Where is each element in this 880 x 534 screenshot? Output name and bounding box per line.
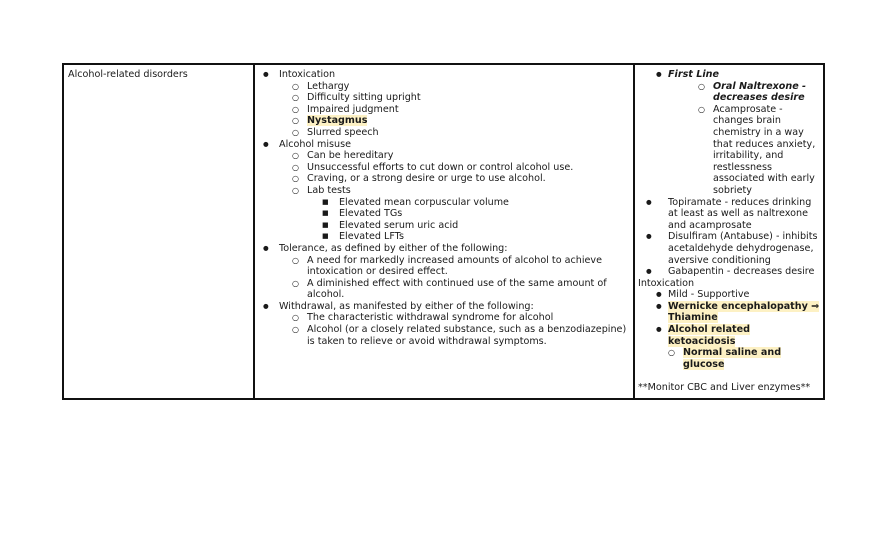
list-item: ○ A need for markedly increased amounts of alcohol to achieve intoxication or desired effect. xyxy=(292,255,629,278)
withdrawal-heading: Withdrawal, as manifested by either of the following: xyxy=(279,300,534,312)
intoxication-treatment-list xyxy=(638,289,820,370)
condition-cell xyxy=(63,64,254,399)
highlight-wernicke: Wernicke encephalopathy ⇒ Thiamine xyxy=(668,300,820,324)
list-item: ○ Lethargy xyxy=(292,81,629,93)
list-item: ○ A diminished effect with continued use of the same amount of alcohol. xyxy=(292,278,629,301)
misuse-heading: Alcohol misuse xyxy=(279,138,352,150)
tolerance-list xyxy=(292,255,629,301)
highlight-ketoacidosis: Alcohol related ketoacidosis xyxy=(668,324,751,347)
intoxication-list xyxy=(292,81,629,139)
intoxication-heading: Intoxication xyxy=(638,277,695,289)
list-item: ○ Acamprosate - changes brain chemistry in a way that reduces anxiety, irritability, and restlessness associated with early sobriety xyxy=(698,104,820,197)
list-item: ○ Difficulty sitting upright xyxy=(292,92,629,104)
other-drugs-list xyxy=(628,197,820,278)
tolerance-heading: Tolerance, as defined by either of the following: xyxy=(279,242,508,254)
list-item xyxy=(259,139,629,243)
list-item: ○ Slurred speech xyxy=(292,127,629,139)
list-item: ○ Craving, or a strong desire or urge to use alcohol. xyxy=(292,173,629,185)
list-item: ■ Elevated serum uric acid xyxy=(322,220,629,232)
treatment-list xyxy=(638,69,820,197)
list-item xyxy=(638,69,820,197)
list-item: ● Mild - Supportive xyxy=(638,289,820,301)
list-item-highlighted xyxy=(638,324,820,370)
spacer xyxy=(638,370,820,382)
list-item: ○ Can be hereditary xyxy=(292,150,629,162)
monitor-note: **Monitor CBC and Liver enzymes** xyxy=(638,382,811,394)
list-item: ■ Elevated LFTs xyxy=(322,231,629,243)
list-item: ○ Unsuccessful efforts to cut down or control alcohol use. xyxy=(292,162,629,174)
list-item: ● Topiramate - reduces drinking at least as well as naltrexone and acamprosate xyxy=(628,197,820,232)
list-item xyxy=(259,69,629,139)
list-item-highlighted xyxy=(668,347,820,370)
ketoacidosis-list xyxy=(668,347,820,370)
list-item-highlighted xyxy=(292,115,629,127)
first-line-heading: First Line xyxy=(668,69,719,80)
first-line-list xyxy=(698,81,820,197)
criteria-cell xyxy=(254,64,634,399)
criteria-list xyxy=(259,69,629,347)
lab-tests-heading: Lab tests xyxy=(307,184,351,196)
table-row xyxy=(63,64,824,399)
highlight-nystagmus: Nystagmus xyxy=(307,115,368,127)
list-item: ○ Oral Naltrexone - decreases desire xyxy=(698,81,820,104)
highlight-saline: Normal saline and glucose xyxy=(683,347,782,370)
intoxication-heading: Intoxication xyxy=(279,69,336,80)
list-item: ○ Alcohol (or a closely related substance, such as a benzodiazepine) is taken to relieve or avoid withdrawal symptoms. xyxy=(292,324,629,347)
notes-table xyxy=(62,63,825,400)
list-item: ● Disulfiram (Antabuse) - inhibits acetaldehyde dehydrogenase, aversive conditioning xyxy=(628,231,820,266)
list-item: ● Gabapentin - decreases desire xyxy=(628,266,820,278)
list-item-highlighted xyxy=(638,301,820,324)
treatment-cell xyxy=(634,64,824,399)
list-item: ■ Elevated mean corpuscular volume xyxy=(322,197,629,209)
list-item: ○ Impaired judgment xyxy=(292,104,629,116)
list-item xyxy=(292,185,629,243)
list-item: ■ Elevated TGs xyxy=(322,208,629,220)
withdrawal-list xyxy=(292,312,629,347)
list-item xyxy=(259,243,629,301)
misuse-list xyxy=(292,150,629,243)
list-item: ○ The characteristic withdrawal syndrome for alcohol xyxy=(292,312,629,324)
condition-label: Alcohol-related disorders xyxy=(68,69,188,80)
lab-tests-list xyxy=(322,197,629,243)
list-item xyxy=(259,301,629,347)
